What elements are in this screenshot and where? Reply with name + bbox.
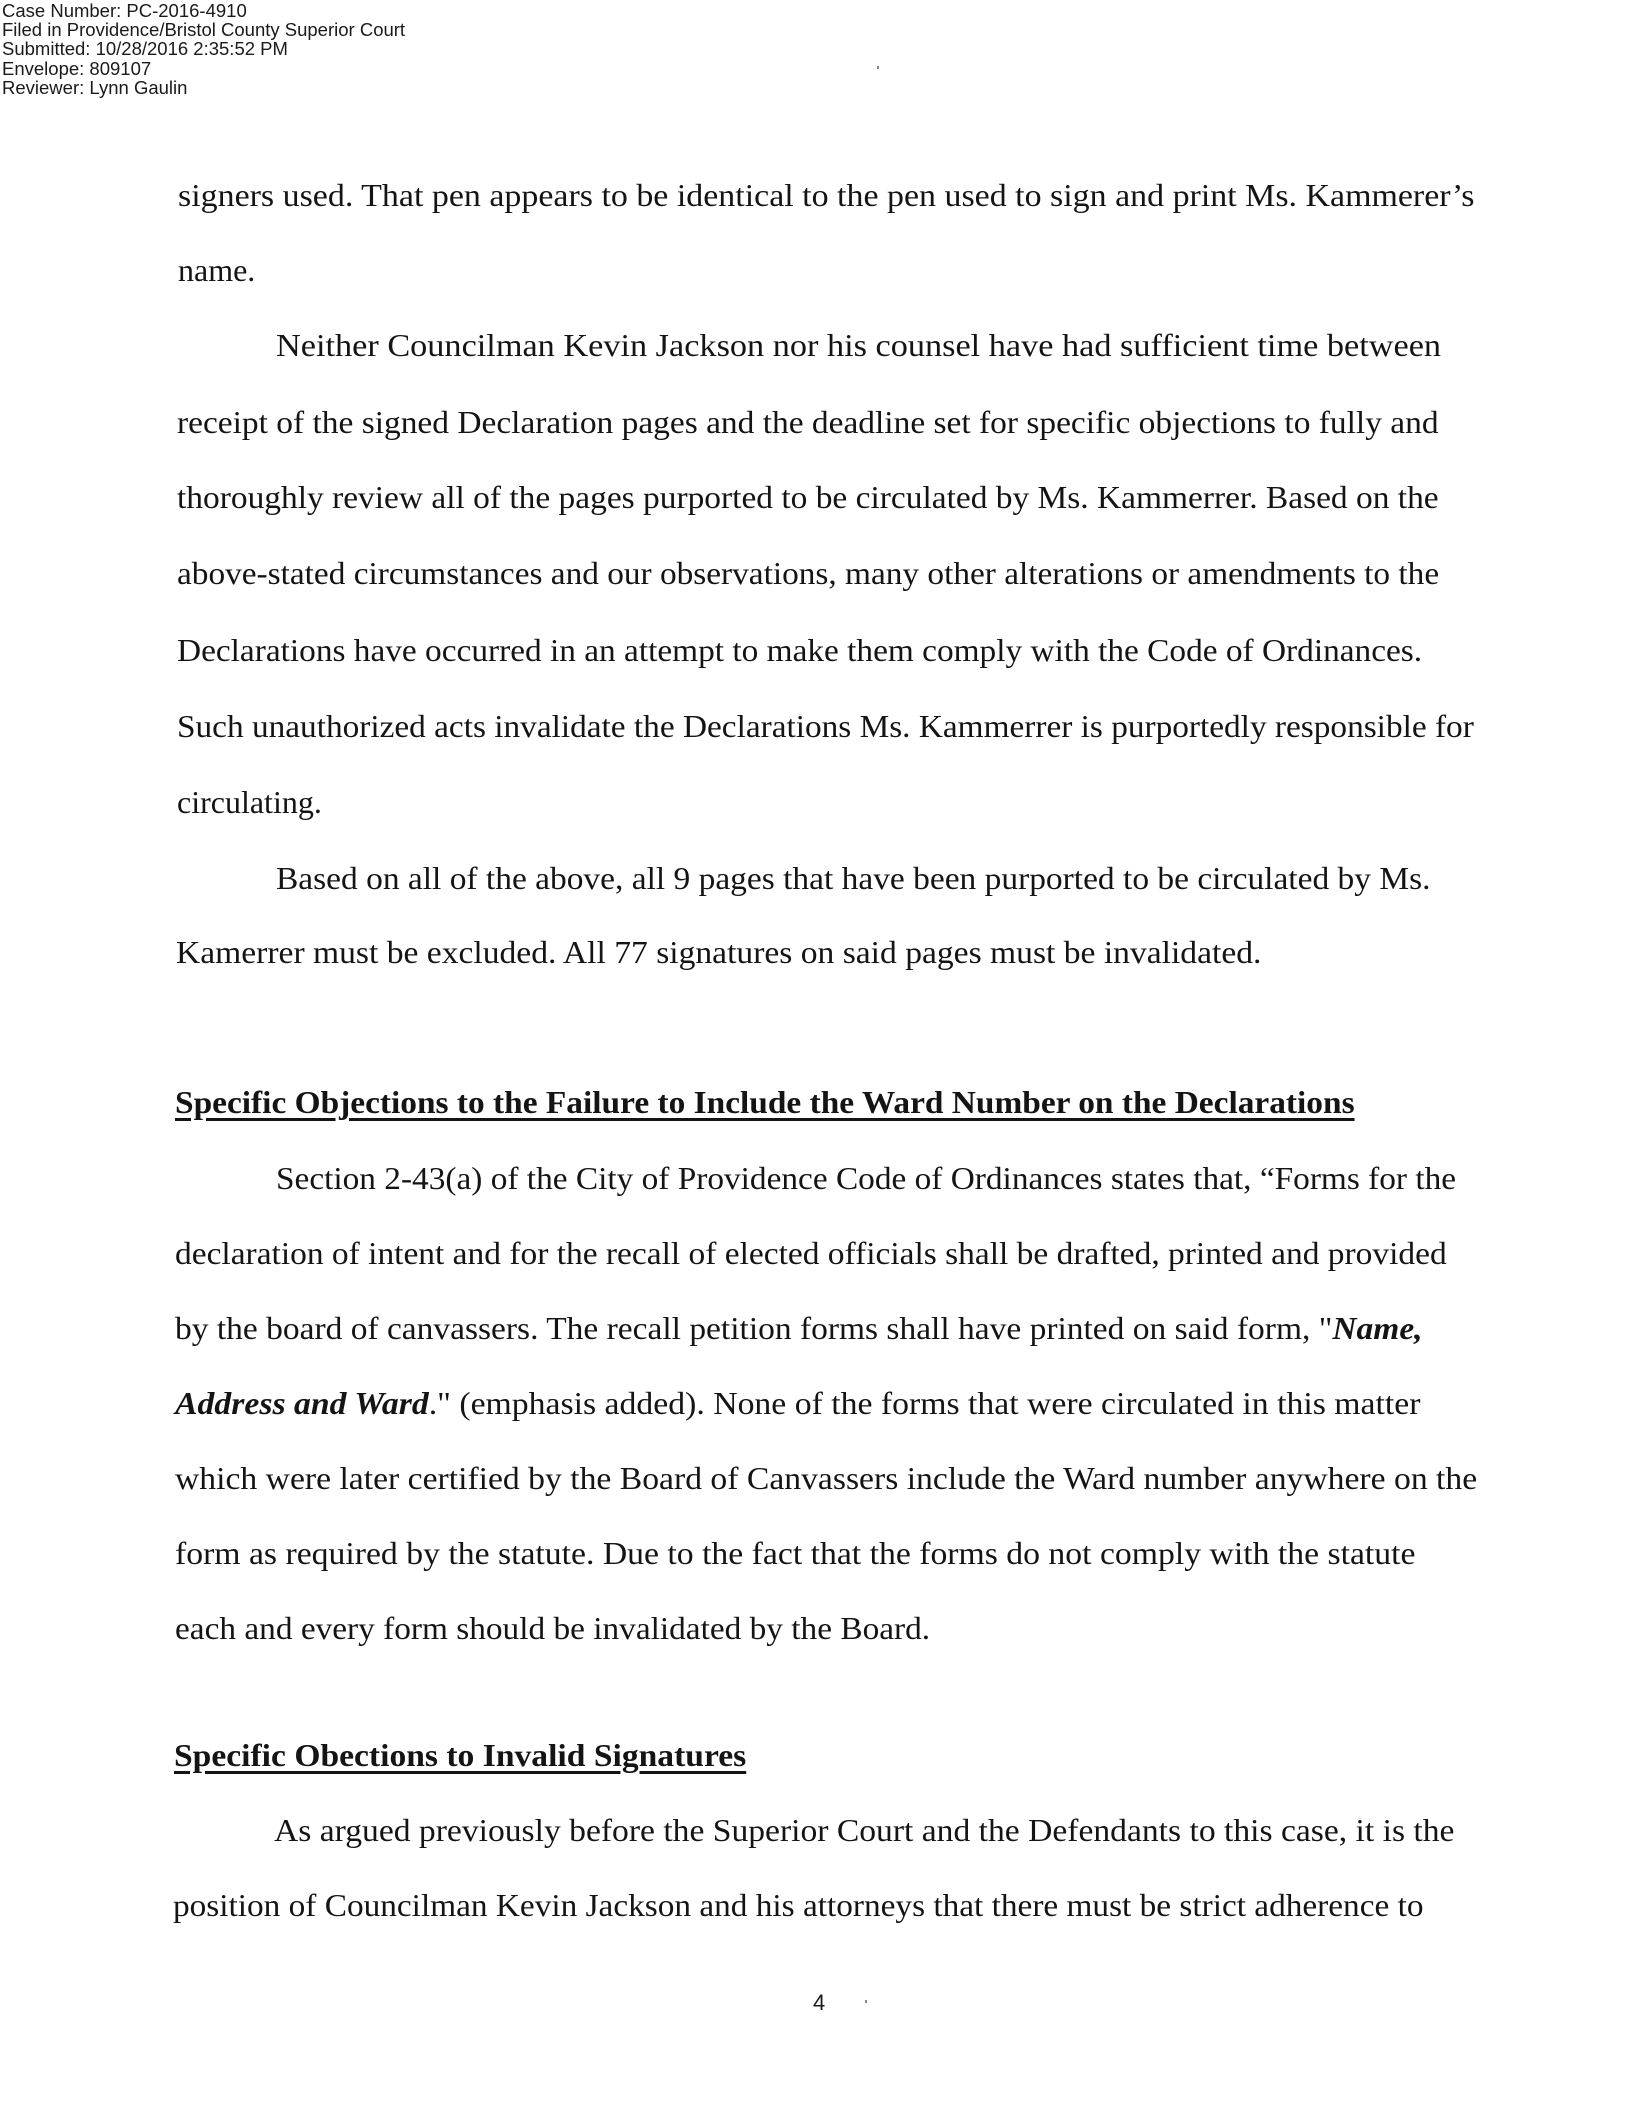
scan-speck	[877, 66, 879, 69]
body-line: Such unauthorized acts invalidate the Declarations Ms. Kammerrer is purportedly responsible for	[177, 708, 1474, 744]
body-line: circulating.	[177, 784, 322, 820]
filed-in-court: Filed in Providence/Bristol County Superior Court	[2, 19, 406, 41]
body-text: by the board of canvassers. The recall petition forms shall have printed on said form, "	[175, 1310, 1333, 1346]
body-line: position of Councilman Kevin Jackson and his attorneys that there must be strict adherence to	[173, 1887, 1424, 1923]
body-line: Neither Councilman Kevin Jackson nor his counsel have had sufficient time between	[276, 327, 1442, 363]
body-line: name.	[178, 252, 256, 288]
submitted-timestamp: Submitted: 10/28/2016 2:35:52 PM	[2, 38, 288, 60]
scan-speck	[865, 2000, 867, 2003]
envelope-number: Envelope: 809107	[2, 57, 152, 79]
reviewer-name: Reviewer: Lynn Gaulin	[2, 76, 188, 98]
body-line: signers used. That pen appears to be identical to the pen used to sign and print Ms. Kammerer’s	[178, 177, 1475, 213]
body-line: thoroughly review all of the pages purported to be circulated by Ms. Kammerrer. Based on the	[177, 479, 1439, 515]
body-line: Section 2-43(a) of the City of Providence Code of Ordinances states that, “Forms for the	[276, 1160, 1457, 1196]
body-line: form as required by the statute. Due to the fact that the forms do not comply with the statute	[175, 1535, 1416, 1571]
filing-stamp	[2, 1, 405, 97]
body-line: which were later certified by the Board of Canvassers include the Ward number anywhere on the	[175, 1460, 1478, 1496]
body-line: above-stated circumstances and our observations, many other alterations or amendments to the	[177, 555, 1440, 591]
body-line	[175, 1383, 1420, 1423]
body-line: As argued previously before the Superior Court and the Defendants to this case, it is the	[274, 1812, 1455, 1848]
body-line	[175, 1308, 1423, 1348]
section-heading-ward-number: Specific Objections to the Failure to Include the Ward Number on the Declarations	[175, 1084, 1355, 1120]
body-text: ." (emphasis added). None of the forms that were circulated in this matter	[428, 1385, 1421, 1421]
body-line: declaration of intent and for the recall of elected officials shall be drafted, printed and provided	[175, 1235, 1447, 1271]
body-line: Kamerrer must be excluded. All 77 signatures on said pages must be invalidated.	[176, 934, 1262, 970]
emphasis-text: Address and Ward	[175, 1385, 429, 1421]
page-number: 4	[813, 1990, 826, 2015]
emphasis-text: Name,	[1332, 1310, 1423, 1346]
body-line: receipt of the signed Declaration pages and the deadline set for specific objections to fully and	[177, 404, 1439, 440]
body-line: Based on all of the above, all 9 pages that have been purported to be circulated by Ms.	[276, 860, 1431, 896]
section-heading-invalid-signatures: Specific Obections to Invalid Signatures	[174, 1737, 747, 1773]
case-number: Case Number: PC-2016-4910	[2, 0, 247, 21]
body-line: Declarations have occurred in an attempt to make them comply with the Code of Ordinances.	[177, 632, 1423, 668]
body-line: each and every form should be invalidated by the Board.	[175, 1610, 931, 1646]
